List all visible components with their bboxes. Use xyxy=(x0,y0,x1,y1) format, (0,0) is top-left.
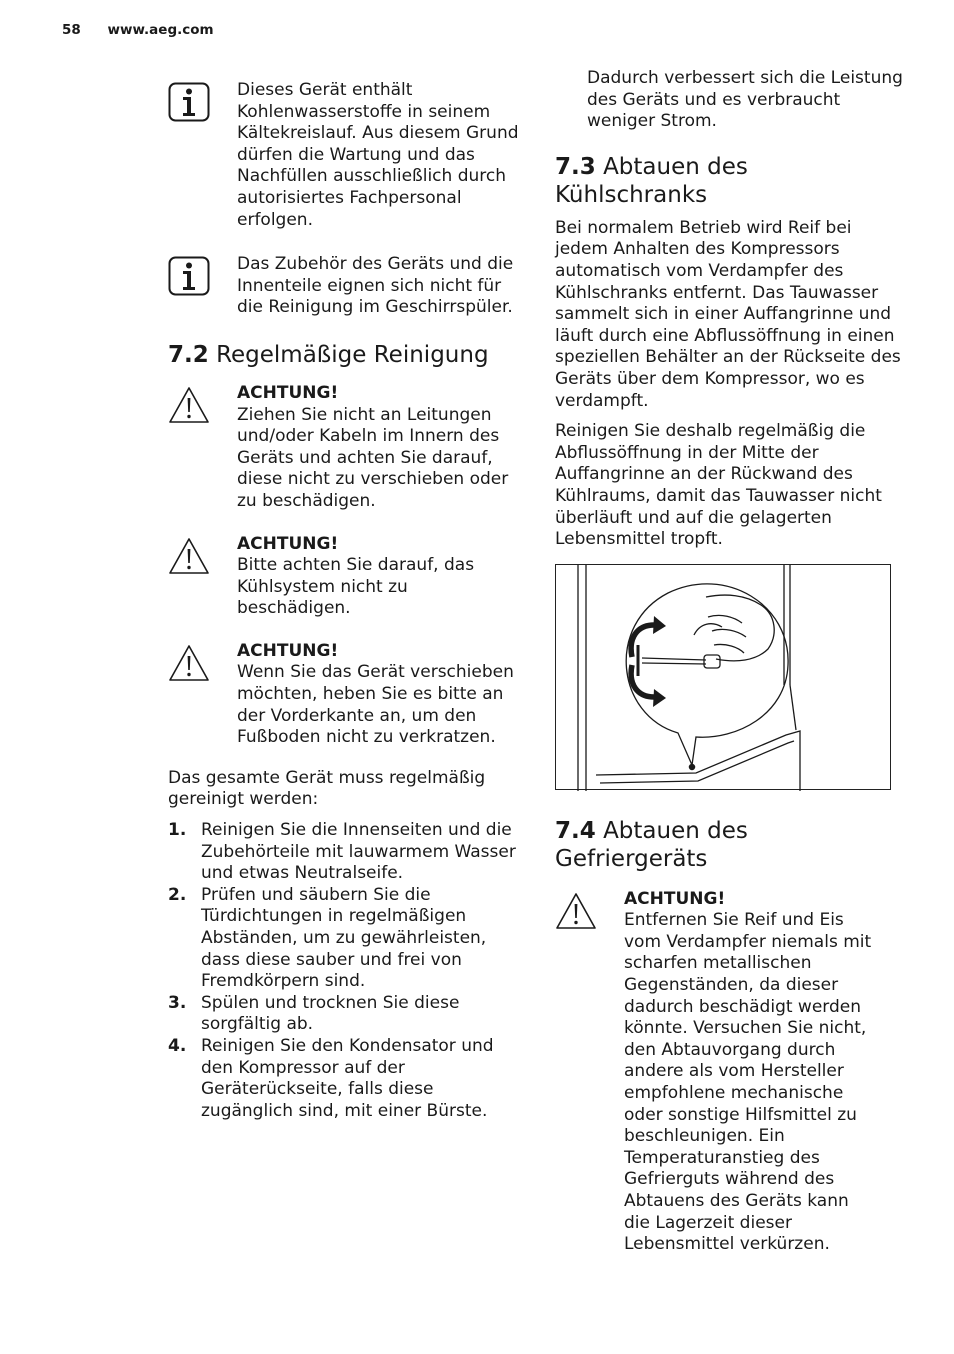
warning-note-1 xyxy=(168,383,520,513)
warning-note-2 xyxy=(168,534,520,620)
warning-icon xyxy=(168,385,210,425)
warning-title: ACHTUNG! xyxy=(624,888,726,909)
list-item: 1. Reinigen Sie die Innenseiten und die Zubehörteile mit lauwarmem Wasser und etwas Neutralseife. xyxy=(168,820,516,884)
info-note-2 xyxy=(168,254,520,319)
info-note-1 xyxy=(168,80,520,231)
page-header xyxy=(62,22,214,38)
drain-cleaning-drawing xyxy=(556,565,892,791)
section-7-2-heading: 7.2 Regelmäßige Reinigung xyxy=(168,341,489,368)
cleaning-steps xyxy=(168,820,520,1122)
warning-3-text: Wenn Sie das Gerät verschieben möchten, heben Sie es bitte an der Vorderkante an, um den Fußboden nicht zu verkratzen. xyxy=(237,662,514,748)
defrost-paragraph-2: Reinigen Sie deshalb regelmäßig die Abflussöffnung in der Mitte der Auffangrinne an der Rückwand des Kühlraums, damit das Tauwasser nicht überläuft und auf die gelagerten Lebensmittel tropft. xyxy=(555,421,882,550)
continued-paragraph: Dadurch verbessert sich die Leistung des Geräts und es verbraucht weniger Strom. xyxy=(587,68,903,132)
warning-title: ACHTUNG! xyxy=(237,533,339,554)
defrost-paragraph-1: Bei normalem Betrieb wird Reif bei jedem Anhalten des Kompressors automatisch vom Verdampfer des Kühlschranks entfernt. Das Tauwasser sammelt sich in einer Auffangrinne und läuft durch eine Abflussöffnung in einen speziellen Behälter an der Rückseite des Geräts über dem Kompressor, wo es verdampft. xyxy=(555,217,901,411)
warning-icon xyxy=(168,643,210,683)
header-url: www.aeg.com xyxy=(107,22,214,38)
warning-1-text: Ziehen Sie nicht an Leitungen und/oder Kabeln im Innern des Geräts und achten Sie darauf, diese nicht zu verschieben oder zu beschädigen. xyxy=(237,404,509,511)
warning-icon xyxy=(168,536,210,576)
section-7-4-heading: 7.4 Abtauen des Gefriergeräts xyxy=(555,817,748,872)
list-item: 2. Prüfen und säubern Sie die Türdichtungen in regelmäßigen Abständen, um zu gewährleisten, dass diese sauber und frei von Fremdkörpern sind. xyxy=(168,884,487,992)
warning-2-text: Bitte achten Sie darauf, das Kühlsystem nicht zu beschädigen. xyxy=(237,555,475,619)
list-item: 3. Spülen und trocknen Sie diese sorgfältig ab. xyxy=(168,992,460,1035)
section-7-3-heading: 7.3 Abtauen des Kühlschranks xyxy=(555,153,748,208)
warning-title: ACHTUNG! xyxy=(237,382,339,403)
page-number: 58 xyxy=(62,22,81,38)
info-note-2-text: Das Zubehör des Geräts und die Innenteile eignen sich nicht für die Reinigung im Geschirrspüler. xyxy=(237,254,514,318)
info-icon xyxy=(168,256,210,296)
info-icon xyxy=(168,82,210,122)
warning-note-3 xyxy=(168,641,520,749)
info-note-1-text: Dieses Gerät enthält Kohlenwasserstoffe in seinem Kältekreislauf. Aus diesem Grund dürfen die Wartung und das Nachfüllen ausschließlich durch autorisiertes Fachpersonal erfolgen. xyxy=(237,80,519,230)
cleaning-intro: Das gesamte Gerät muss regelmäßig gereinigt werden: xyxy=(168,767,486,810)
warning-icon xyxy=(555,891,597,931)
warning-title: ACHTUNG! xyxy=(237,640,339,661)
warning-4-text: Entfernen Sie Reif und Eis vom Verdampfer niemals mit scharfen metallischen Gegenständen, da dieser dadurch beschädigt werden könnte. Versuchen Sie nicht, den Abtauvorgang durch andere als vom Hersteller empfohlene mechanische oder sonstige Hilfsmittel zu beschleunigen. Ein Temperaturanstieg des Gefrierguts während des Abtauens des Geräts kann die Lagerzeit dieser Lebensmittel verkürzen. xyxy=(624,910,872,1255)
list-item: 4. Reinigen Sie den Kondensator und den Kompressor auf der Geräterückseite, falls diese zugänglich sind, mit einer Bürste. xyxy=(168,1035,494,1121)
warning-note-4 xyxy=(555,889,907,1256)
right-column xyxy=(555,66,907,1256)
left-column xyxy=(168,66,520,1122)
drain-cleaning-illustration xyxy=(555,564,891,790)
